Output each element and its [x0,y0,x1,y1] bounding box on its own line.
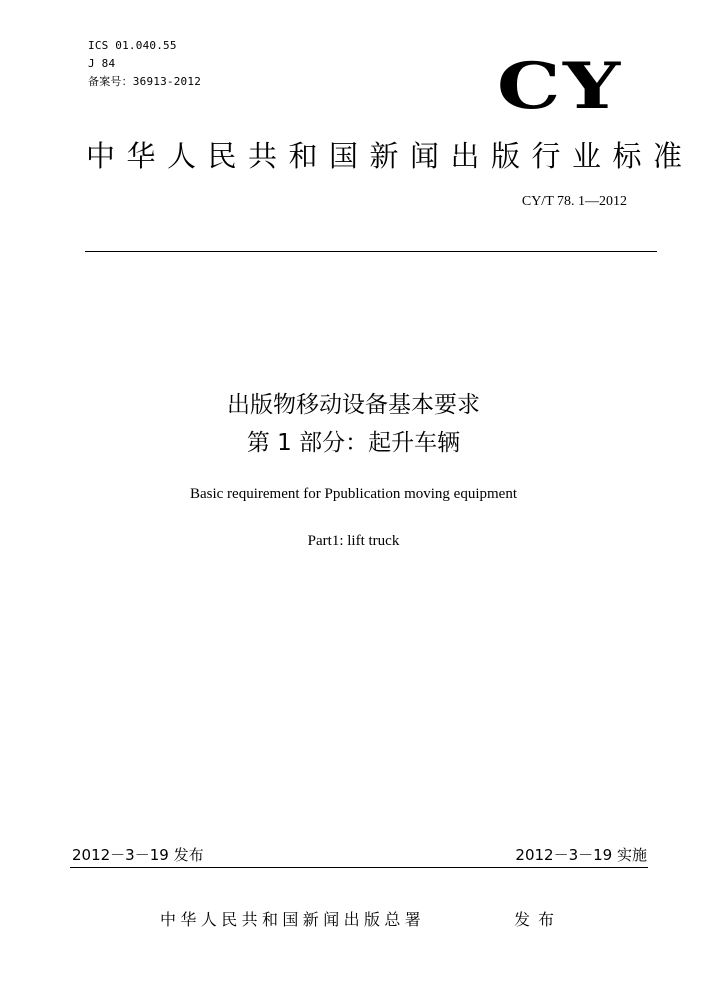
header-divider [85,251,657,252]
implementation-date: 2012－3－19 实施 [515,846,647,864]
ics-code: ICS 01.040.55 [88,39,177,52]
publish-label: 发布 [514,910,563,929]
standard-category-title: 中华人民共和国新闻出版行业标准 [86,139,694,173]
classification-block [88,37,201,91]
document-title-zh: 出版物移动设备基本要求 [227,392,480,418]
ccs-code: J 84 [88,57,116,70]
cy-logo: CY [497,49,623,124]
standard-number: CY/T 78. 1—2012 [521,194,627,209]
publisher-name: 中华人民共和国新闻出版总署 [160,910,426,929]
issue-date: 2012－3－19 发布 [72,846,204,864]
document-subtitle-en: Part1: lift truck [307,533,400,549]
document-title-en: Basic requirement for Ppublication moving equipment [189,486,517,502]
footer-divider [70,867,648,868]
filing-number: 备案号：36913-2012 [88,75,202,88]
document-subtitle-zh: 第 1 部分：起升车辆 [246,430,461,456]
